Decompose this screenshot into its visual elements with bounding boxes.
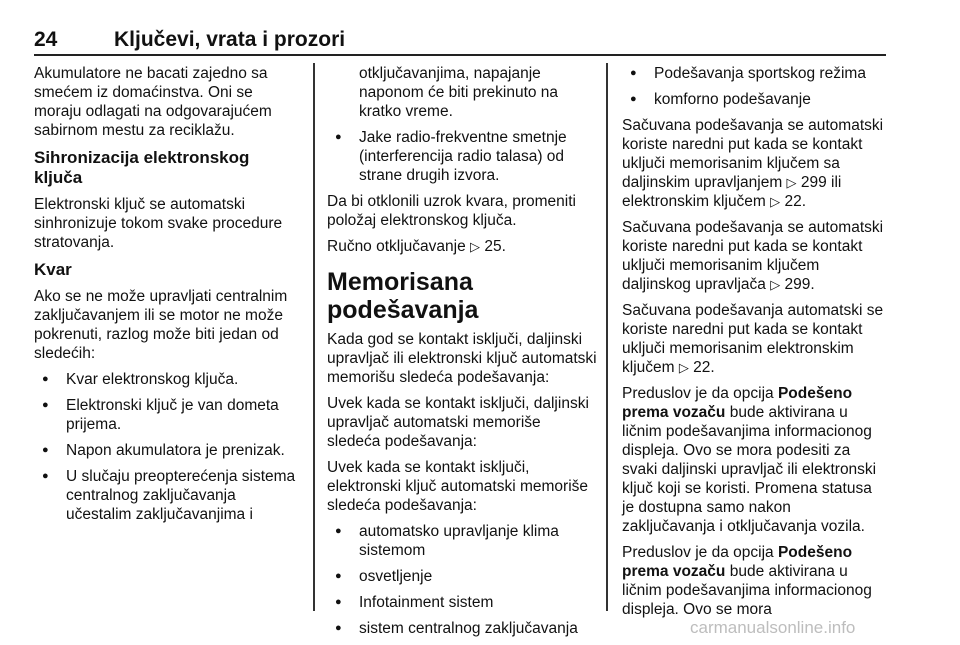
bold-option: Podešeno prema vozaču	[622, 385, 853, 421]
column-3	[622, 64, 888, 626]
paragraph: Kada god se kontakt isključi, daljinski upravljač ili elektronski ključ automatski memorišu sledeća podešavanja:	[327, 331, 597, 386]
text: ili elektronskim ključem	[622, 174, 842, 210]
text: Sačuvana podešavanja se automatski koriste naredni put kada se kontakt uključi memorisanim ključem daljinskog upravljača	[622, 219, 884, 293]
paragraph: Akumulatore ne bacati zajedno sa smećem iz domaćinstva. Oni se moraju odlagati na odgovarajućem sabirnom mestu za reciklažu.	[34, 65, 272, 139]
list-item: ● Kvar elektronskog ključa.	[34, 370, 300, 389]
page-ref-arrow-icon: ▷	[786, 175, 797, 190]
list-item: ● sistem centralnog zaključavanja	[327, 619, 597, 638]
paragraph: Ako se ne može upravljati centralnim zaključavanjem ili se motor ne može pokrenuti, razlog može biti jedan od sledećih:	[34, 288, 288, 362]
column-1	[34, 64, 300, 531]
bold-option: Podešeno prema vozaču	[622, 544, 853, 580]
header-rule	[34, 54, 886, 56]
paragraph	[622, 384, 888, 536]
page-ref-arrow-icon: ▷	[770, 277, 781, 292]
paragraph: Da bi otklonili uzrok kvara, promeniti položaj elektronskog ključa.	[327, 193, 576, 229]
page-ref-arrow-icon: ▷	[770, 194, 781, 209]
text: Sačuvana podešavanja automatski se koriste naredni put kada se kontakt uključi memorisanim elektronskim ključem	[622, 302, 884, 376]
paragraph-ref	[327, 237, 597, 256]
page-ref-arrow-icon: ▷	[470, 239, 481, 254]
watermark: carmanualsonline.info	[690, 618, 856, 637]
text: bude aktivirana u ličnim podešavanjima informacionog displeja. Ovo se mora	[622, 563, 872, 618]
page-ref-link[interactable]: 299.	[784, 276, 815, 293]
list-item: ● Elektronski ključ je van dometa prijema.	[34, 396, 300, 434]
ref-text: Ručno otključavanje	[327, 238, 466, 255]
paragraph	[622, 543, 888, 619]
column-2	[327, 64, 597, 645]
heading-sync: Sihronizacija elektronskog ključa	[34, 148, 250, 187]
page-ref-link[interactable]: 25.	[484, 238, 506, 255]
list-item: ● Infotainment sistem	[327, 593, 597, 612]
list-item: ● automatsko upravljanje klima sistemom	[327, 522, 597, 560]
column-divider-1	[313, 63, 315, 611]
paragraph	[622, 301, 888, 377]
paragraph: Uvek kada se kontakt isključi, elektronski ključ automatski memoriše sledeća podešavanja:	[327, 459, 589, 514]
paragraph	[622, 116, 888, 211]
text: Preduslov je da opcija	[622, 385, 774, 402]
page-ref-link[interactable]: 22.	[693, 359, 715, 376]
column-divider-2	[606, 63, 608, 611]
page-number: 24	[34, 28, 58, 51]
paragraph: Elektronski ključ se automatski sinhronizuje tokom svake procedure stratovanja.	[34, 196, 283, 251]
list-item: ● U slučaju preopterećenja sistema centralnog zaključavanja učestalim zaključavanjima i	[34, 467, 300, 524]
list-item: ● Podešavanja sportskog režima	[622, 64, 888, 83]
heading-memorisana: Memorisana podešavanja	[327, 268, 479, 324]
page-ref-link[interactable]: 299	[800, 174, 827, 191]
list-item: ● Napon akumulatora je prenizak.	[34, 441, 300, 460]
text: Preduslov je da opcija	[622, 544, 774, 561]
list-item: ● osvetljenje	[327, 567, 597, 586]
chapter-title: Ključevi, vrata i prozori	[114, 28, 346, 51]
paragraph-continuation: otključavanjima, napajanje naponom će biti prekinuto na kratko vreme.	[359, 65, 559, 120]
text: Sačuvana podešavanja se automatski koriste naredni put kada se kontakt uključi memorisanim ključem sa daljinskim upravljanjem	[622, 117, 884, 191]
heading-kvar: Kvar	[34, 260, 72, 279]
paragraph	[622, 218, 888, 294]
page-header	[34, 28, 886, 50]
list-item: ● Jake radio-frekventne smetnje (interferencija radio talasa) od strane drugih izvora.	[327, 128, 597, 185]
page-ref-link[interactable]: 22.	[784, 193, 807, 210]
paragraph: Uvek kada se kontakt isključi, daljinski upravljač automatski memoriše sledeća podešavanja:	[327, 395, 589, 450]
text: bude aktivirana u ličnim podešavanjima informacionog displeja. Ovo se mora podesiti za svaki daljinski upravljač ili elektronski ključ koji se koristi. Promena statusa je dostupna samo nakon zaključavanja i otključavanja vozila.	[622, 404, 877, 535]
page-ref-arrow-icon: ▷	[678, 360, 689, 375]
list-item: ● komforno podešavanje	[622, 90, 888, 109]
